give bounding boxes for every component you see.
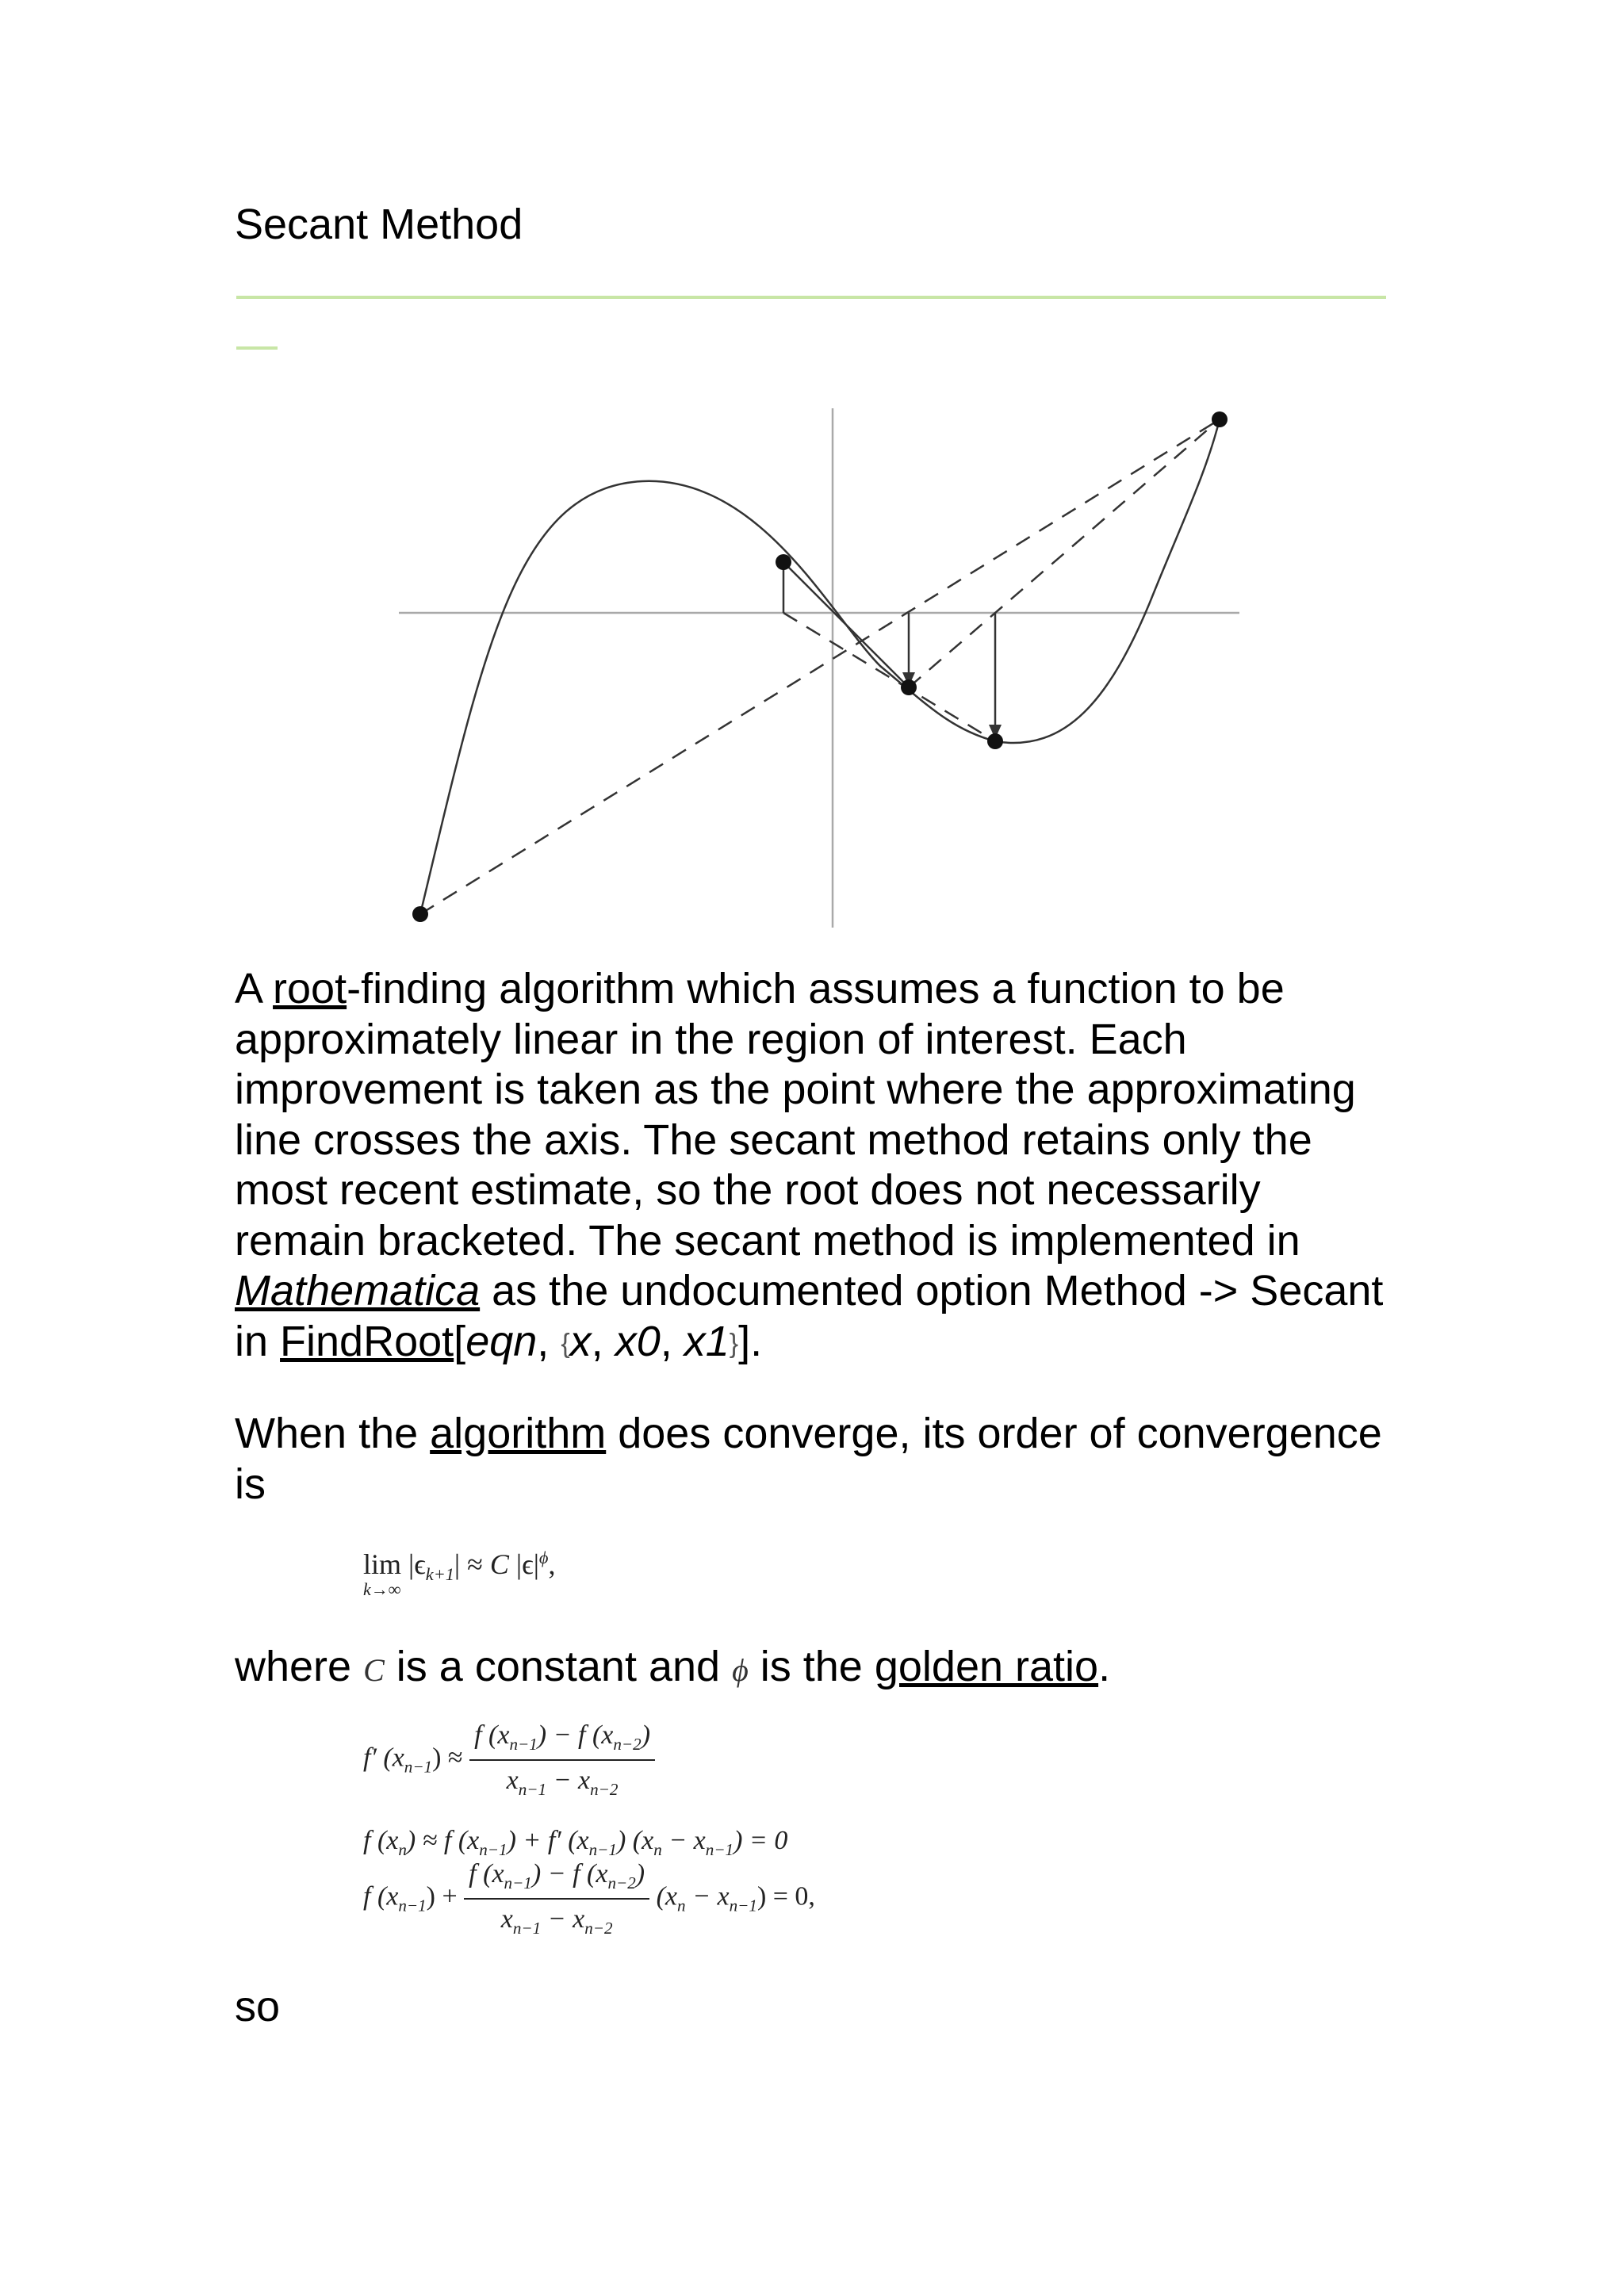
eq-part: x xyxy=(500,1904,513,1934)
eq-sub: n−2 xyxy=(590,1779,619,1799)
paragraph-constants xyxy=(235,1642,1392,1696)
eq-part: (x xyxy=(656,1881,678,1911)
eq-sub: n−1 xyxy=(479,1839,508,1859)
fraction xyxy=(469,1720,655,1800)
eq-part: f (x xyxy=(363,1826,399,1855)
numerator xyxy=(464,1859,649,1900)
paragraph-intro xyxy=(235,964,1392,1369)
secant-line-1 xyxy=(420,419,1220,914)
secant-line-3 xyxy=(783,613,995,741)
arg-x: x xyxy=(569,1317,592,1365)
text: , xyxy=(537,1317,561,1365)
denominator xyxy=(464,1900,649,1938)
brace-open: { xyxy=(561,1328,570,1359)
text: When the xyxy=(235,1410,431,1457)
point-x3 xyxy=(901,679,917,695)
eq-sub: n−1 xyxy=(504,1873,532,1892)
drop-arrow-2 xyxy=(902,672,915,687)
arg-x0: x0 xyxy=(615,1317,661,1365)
text: , xyxy=(660,1317,684,1365)
text: -finding algorithm which assumes a function to be approximately linear in the region of interest. Each improvement is taken as the point where the approximating line crosses the axis. The secant method retains only the most recent estimate, so the root does not necessarily remain bracketed. The secant method is implemented in xyxy=(235,965,1356,1265)
point-x2 xyxy=(776,554,791,570)
equation-linearization xyxy=(363,1826,787,1860)
numerator xyxy=(469,1720,655,1761)
paragraph-so: so xyxy=(235,1983,281,2030)
text: where xyxy=(235,1643,364,1690)
eq-part: ) = 0 xyxy=(733,1826,788,1855)
eq-part: ) (x xyxy=(616,1826,654,1855)
eq-part: ) − f (x xyxy=(531,1859,608,1888)
paragraph-convergence xyxy=(235,1409,1392,1510)
title-divider-short xyxy=(236,346,278,350)
eq-part: ) ≈ xyxy=(432,1743,463,1773)
eq-sub: n−1 xyxy=(509,1734,538,1754)
eq-sub: n−2 xyxy=(607,1873,636,1892)
eq-part: |ϵ| xyxy=(508,1548,539,1580)
link-mathematica[interactable]: Mathematica xyxy=(235,1267,481,1314)
eq-sub: n−2 xyxy=(613,1734,642,1754)
eq-part: ) xyxy=(641,1720,651,1750)
secant-line-4 xyxy=(783,562,909,687)
point-x1 xyxy=(1212,411,1228,427)
eq-sub: n−1 xyxy=(588,1839,617,1859)
equation-substitution xyxy=(363,1859,815,1938)
eq-part: − x xyxy=(685,1881,730,1911)
text: as the undocumented option Method -> Secant in xyxy=(235,1267,1384,1365)
text: A xyxy=(235,965,274,1012)
point-x0 xyxy=(412,906,428,922)
eq-sub: k+1 xyxy=(425,1564,454,1585)
eq-sub: n xyxy=(677,1896,686,1915)
function-curve xyxy=(420,419,1220,914)
eq-part: ) = 0, xyxy=(756,1881,815,1911)
equation-convergence-order xyxy=(363,1548,556,1599)
eq-part: x xyxy=(506,1765,519,1795)
eq-sub: n−1 xyxy=(729,1896,757,1915)
text: . xyxy=(1098,1643,1111,1690)
eq-sub: n−1 xyxy=(398,1896,427,1915)
eq-part: ) xyxy=(635,1859,645,1888)
link-root[interactable]: root xyxy=(273,965,347,1012)
eq-sup: ϕ xyxy=(538,1548,549,1567)
eq-part: ) − f (x xyxy=(537,1720,614,1750)
eq-part: − x xyxy=(546,1765,591,1795)
eq-part: ) + f′ (x xyxy=(507,1826,589,1855)
point-x4 xyxy=(987,733,1003,749)
text: ]. xyxy=(738,1317,763,1365)
equation-derivative-approx xyxy=(363,1720,655,1800)
fraction xyxy=(464,1859,649,1938)
eq-part: C xyxy=(489,1548,509,1580)
eq-part: ) + xyxy=(426,1881,458,1911)
eq-part: f′ (x xyxy=(363,1743,404,1773)
symbol-phi: ϕ xyxy=(732,1652,749,1688)
text: does converge, its order of convergence is xyxy=(235,1410,1382,1508)
eq-part: |ϵ xyxy=(408,1548,426,1580)
text: is the xyxy=(748,1643,875,1690)
arg-eqn: eqn xyxy=(465,1317,538,1365)
link-golden-ratio[interactable]: golden ratio xyxy=(874,1643,1099,1690)
eq-part: f (x xyxy=(363,1881,399,1911)
eq-sub: n−1 xyxy=(705,1839,734,1859)
arg-x1: x1 xyxy=(684,1317,730,1365)
title-divider xyxy=(236,296,1386,299)
symbol-c: C xyxy=(363,1652,385,1688)
text: , xyxy=(591,1317,615,1365)
denominator xyxy=(469,1761,655,1800)
lim-sub: k→∞ xyxy=(363,1579,401,1599)
eq-part: f (x xyxy=(469,1859,504,1888)
eq-part: | xyxy=(454,1548,461,1580)
eq-sub: n−2 xyxy=(584,1918,613,1938)
eq-sub: n xyxy=(653,1839,662,1859)
secant-line-2 xyxy=(909,419,1220,687)
brace-close: } xyxy=(729,1328,739,1359)
eq-part: − x xyxy=(541,1904,585,1934)
link-algorithm[interactable]: algorithm xyxy=(430,1410,607,1457)
eq-sub: n−1 xyxy=(512,1918,542,1938)
eq-part: ≈ xyxy=(460,1548,490,1580)
eq-part: ) ≈ f (x xyxy=(406,1826,480,1855)
eq-sub: n−1 xyxy=(518,1779,547,1799)
eq-part: , xyxy=(548,1548,556,1580)
text: [ xyxy=(454,1317,466,1365)
eq-part: f (x xyxy=(474,1720,510,1750)
page-title: Secant Method xyxy=(235,201,523,248)
link-findroot[interactable]: FindRoot xyxy=(280,1317,454,1365)
lim: lim xyxy=(363,1548,402,1580)
eq-sub: n−1 xyxy=(404,1757,433,1777)
eq-sub: n xyxy=(398,1839,407,1859)
eq-part: − x xyxy=(661,1826,706,1855)
drop-arrow-3 xyxy=(989,725,1002,739)
text: is a constant and xyxy=(384,1643,733,1690)
